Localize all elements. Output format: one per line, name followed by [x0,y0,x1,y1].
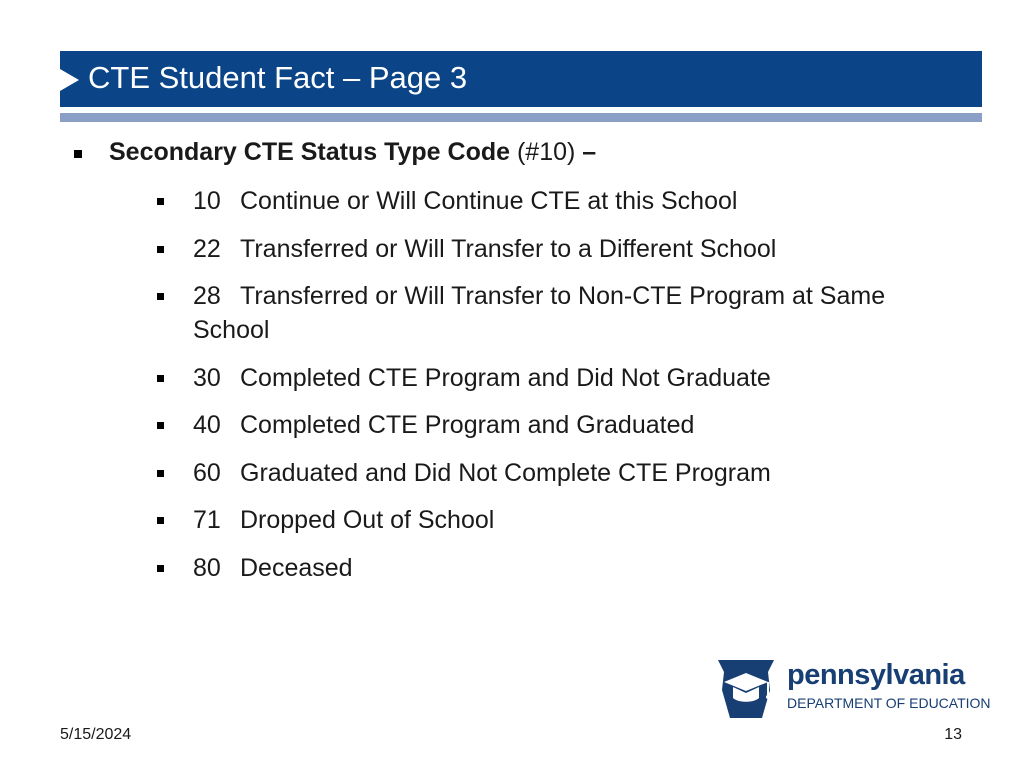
item-text: Deceased [240,553,353,582]
item-text: Continue or Will Continue CTE at this School [240,187,738,215]
keystone-graduation-cap-icon [714,656,778,720]
item-text: Completed CTE Program and Graduated [240,411,695,439]
item-code: 22 [193,234,221,263]
item-code: 30 [193,363,221,392]
heading-bold: Secondary CTE Status Type Code [109,138,511,166]
list-item [155,408,915,442]
logo-subtitle: DEPARTMENT OF EDUCATION [787,695,991,711]
square-bullet-icon [157,293,164,300]
status-code-list [155,184,915,598]
list-item [155,232,915,266]
square-bullet-icon [157,422,164,429]
item-text: Transferred or Will Transfer to Non-CTE Program at Same School [193,282,886,344]
item-text: Transferred or Will Transfer to a Different School [240,234,777,263]
list-item [155,503,915,537]
item-text: Graduated and Did Not Complete CTE Program [240,458,771,487]
item-code: 80 [193,553,221,582]
footer-date: 5/15/2024 [60,726,132,743]
item-text: Dropped Out of School [240,506,495,534]
square-bullet-icon [157,565,164,572]
square-bullet-icon [157,470,164,477]
heading-dash: – [582,138,597,166]
item-text: Completed CTE Program and Did Not Graduate [240,363,771,392]
item-code: 10 [193,187,221,215]
list-item [155,184,915,218]
square-bullet-icon [157,246,164,253]
square-bullet-icon [157,375,164,382]
list-item [155,456,915,490]
list-item [155,551,915,585]
square-bullet-icon [74,150,82,158]
pa-education-logo [714,656,991,720]
item-code: 40 [193,411,221,439]
heading-text [109,138,596,167]
arrow-icon [60,69,79,91]
square-bullet-icon [157,198,164,205]
title-bar [60,51,982,107]
page-number: 13 [944,726,962,743]
heading-field-number: (#10) [510,138,583,166]
title-divider [60,113,982,122]
list-item [155,361,915,395]
item-code: 71 [193,506,221,534]
logo-wordmark: pennsylvania [787,659,965,691]
square-bullet-icon [157,517,164,524]
slide-title: CTE Student Fact – Page 3 [88,60,468,95]
item-code: 28 [193,282,221,310]
item-code: 60 [193,458,221,487]
list-item [155,279,915,347]
